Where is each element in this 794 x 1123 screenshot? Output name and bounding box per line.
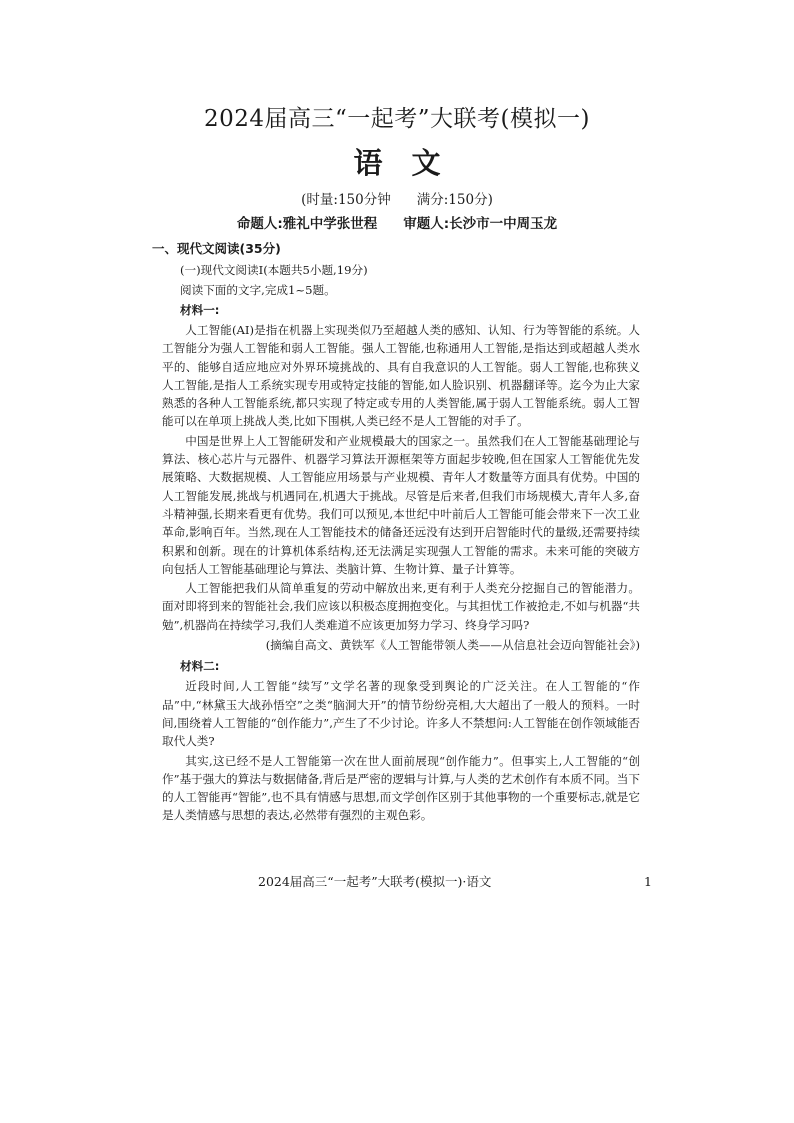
exam-title: 2024届高三“一起考”大联考(模拟一) <box>204 106 590 132</box>
question-setter: 命题人:雅礼中学张世程 <box>236 216 378 232</box>
exam-meta <box>0 191 794 209</box>
footer-text: 2024届高三“一起考”大联考(模拟一)·语文 <box>258 874 492 889</box>
material-1-paragraph: 人工智能把我们从简单重复的劳动中解放出来,更有利于人类充分挖掘自己的智能潜力。面对即将到来的智能社会,我们应该以积极态度拥抱变化。与其担忧工作被抢走,不如与机器“共勉”,机器尚在持续学习,我们人类难道不应该更加努力学习、终身学习吗? <box>162 581 640 632</box>
material-2-paragraph: 近段时间,人工智能“续写”文学名著的现象受到舆论的广泛关注。在人工智能的“作品”中,“林黛玉大战孙悟空”之类“脑洞大开”的情节纷纷亮相,大大超出了一般人的预料。一时间,围绕着人工智能的“创作能力”,产生了不少讨论。许多人不禁想问:人工智能在创作领域能否取代人类? <box>162 679 640 749</box>
full-score: 满分:150分) <box>416 192 493 208</box>
material-2-label: 材料二: <box>180 659 220 674</box>
material-2-paragraph: 其实,这已经不是人工智能第一次在世人面前展现“创作能力”。但事实上,人工智能的“创作”基于强大的算法与数据储备,背后是严密的逻辑与计算,与人类的艺术创作有本质不同。当下的人工智能再“智能”,也不具有情感与思想,而文学创作区别于其他事物的一个重要标志,就是它是人类情感与思想的表达,必然带有强烈的主观色彩。 <box>162 753 640 823</box>
material-1-paragraph: 中国是世界上人工智能研发和产业规模最大的国家之一。虽然我们在人工智能基础理论与算法、核心芯片与元器件、机器学习算法开源框架等方面起步较晚,但在国家人工智能优先发展策略、大数据规模、人工智能应用场景与产业规模、青年人才数量等方面具有优势。中国的人工智能发展,挑战与机遇同在,机遇大于挑战。尽管是后来者,但我们市场规模大,青年人多,奋斗精神强,长期来看更有优势。我们可以预见,本世纪中叶前后人工智能可能会带来下一次工业革命,影响百年。当然,现在人工智能技术的储备还远没有达到开启智能时代的量级,还需要持续积累和创新。现在的计算机体系结构,还无法满足实现强人工智能的需求。未来可能的突破方向包括人工智能基础理论与算法、类脑计算、生物计算、量子计算等。 <box>162 433 640 576</box>
reading-instruction: 阅读下面的文字,完成1~5题。 <box>180 283 336 297</box>
exam-authors <box>0 214 794 234</box>
reading-content <box>152 240 640 826</box>
section-heading: 一、现代文阅读(35分) <box>152 241 281 256</box>
time-limit: (时量:150分钟 <box>301 192 391 208</box>
page-number: 1 <box>644 874 652 889</box>
material-1-label: 材料一: <box>180 303 220 317</box>
material-1-paragraph: 人工智能(AI)是指在机器上实现类似乃至超越人类的感知、认知、行为等智能的系统。人工智能分为强人工智能和弱人工智能。强人工智能,也称通用人工智能,是指达到或超越人类水平的、能够自适应地应对外界环境挑战的、具有自我意识的人工智能。弱人工智能,也称狭义人工智能,是指人工系统实现专用或特定技能的智能,如人脸识别、机器翻译等。迄今为止大家熟悉的各种人工智能系统,都只实现了特定或专用的人类智能,属于弱人工智能系统。弱人工智能可以在单项上挑战人类,比如下围棋,人类已经不是人工智能的对手了。 <box>162 323 640 429</box>
subsection-heading: (一)现代文阅读Ⅰ(本题共5小题,19分) <box>180 263 368 277</box>
material-1-source: (摘编自高文、黄铁军《人工智能带领人类——从信息社会迈向智能社会》) <box>265 638 640 653</box>
subject-title: 语 文 <box>353 146 441 180</box>
question-reviewer: 审题人:长沙市一中周玉龙 <box>403 216 558 232</box>
